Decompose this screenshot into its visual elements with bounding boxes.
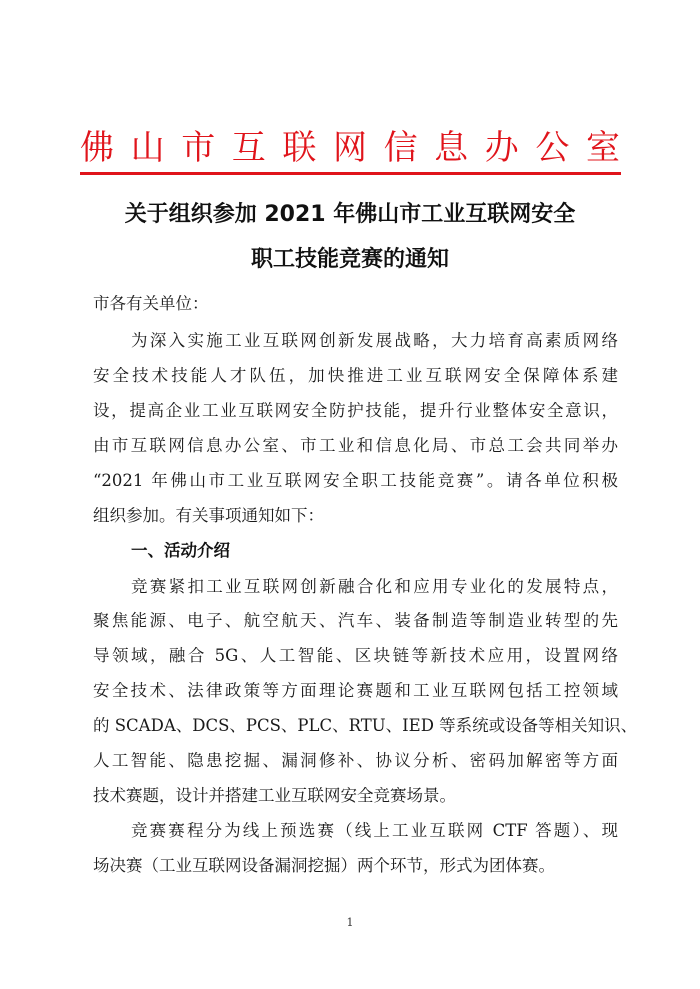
letterhead-char: 佛	[80, 128, 114, 168]
letterhead-org-name	[80, 128, 620, 168]
letterhead-char: 息	[434, 128, 469, 168]
document-title-line-2: 职工技能竞赛的通知	[250, 247, 449, 272]
paragraph-2-line: 竞赛紧扣工业互联网创新融合化和应用专业化的发展特点，	[131, 577, 618, 596]
letterhead-char: 互	[231, 128, 266, 168]
paragraph-1-line: “2021 年佛山市工业互联网安全职工技能竞赛”。请各单位积极	[93, 471, 618, 490]
paragraph-2-line: 聚焦能源、电子、航空航天、汽车、装备制造等制造业转型的先	[93, 611, 618, 630]
letterhead-char: 办	[484, 128, 519, 168]
paragraph-2-line: 技术赛题，设计并搭建工业互联网安全竞赛场景。	[93, 786, 456, 805]
paragraph-3-line: 竞赛赛程分为线上预选赛（线上工业互联网 CTF 答题）、现	[131, 821, 618, 840]
paragraph-1-line: 设，提高企业工业互联网安全防护技能，提升行业整体安全意识，	[93, 401, 618, 420]
letterhead-char: 联	[282, 128, 317, 168]
paragraph-2-line: 人工智能、隐患挖掘、漏洞修补、协议分析、密码加解密等方面	[93, 751, 618, 770]
paragraph-2-line: 的 SCADA、DCS、PCS、PLC、RTU、IED 等系统或设备等相关知识、	[93, 716, 638, 735]
letterhead-char: 山	[130, 128, 165, 168]
paragraph-1-line: 安全技术技能人才队伍，加快推进工业互联网安全保障体系建	[93, 366, 618, 385]
page-number: 1	[346, 916, 354, 929]
paragraph-1-line: 为深入实施工业互联网创新发展战略，大力培育高素质网络	[131, 331, 618, 350]
letterhead-red-rule	[80, 172, 621, 175]
paragraph-2-line: 安全技术、法律政策等方面理论赛题和工业互联网包括工控领域	[93, 681, 618, 700]
paragraph-1-line: 组织参加。有关事项通知如下：	[93, 506, 324, 525]
letterhead-char: 网	[332, 128, 367, 168]
section-heading-activity-intro: 一、活动介绍	[131, 541, 230, 560]
paragraph-1-line: 由市互联网信息办公室、市工业和信息化局、市总工会共同举办	[93, 436, 618, 455]
paragraph-2-line: 导领域，融合 5G、人工智能、区块链等新技术应用，设置网络	[93, 646, 618, 665]
paragraph-3-line: 场决赛（工业互联网设备漏洞挖掘）两个环节，形式为团体赛。	[93, 856, 555, 875]
salutation: 市各有关单位：	[93, 294, 209, 313]
letterhead-char: 公	[535, 128, 570, 168]
document-title-line-1: 关于组织参加 2021 年佛山市工业互联网安全	[124, 202, 576, 227]
letterhead-char: 市	[181, 128, 216, 168]
letterhead-char: 室	[585, 128, 620, 168]
letterhead-char: 信	[383, 128, 418, 168]
